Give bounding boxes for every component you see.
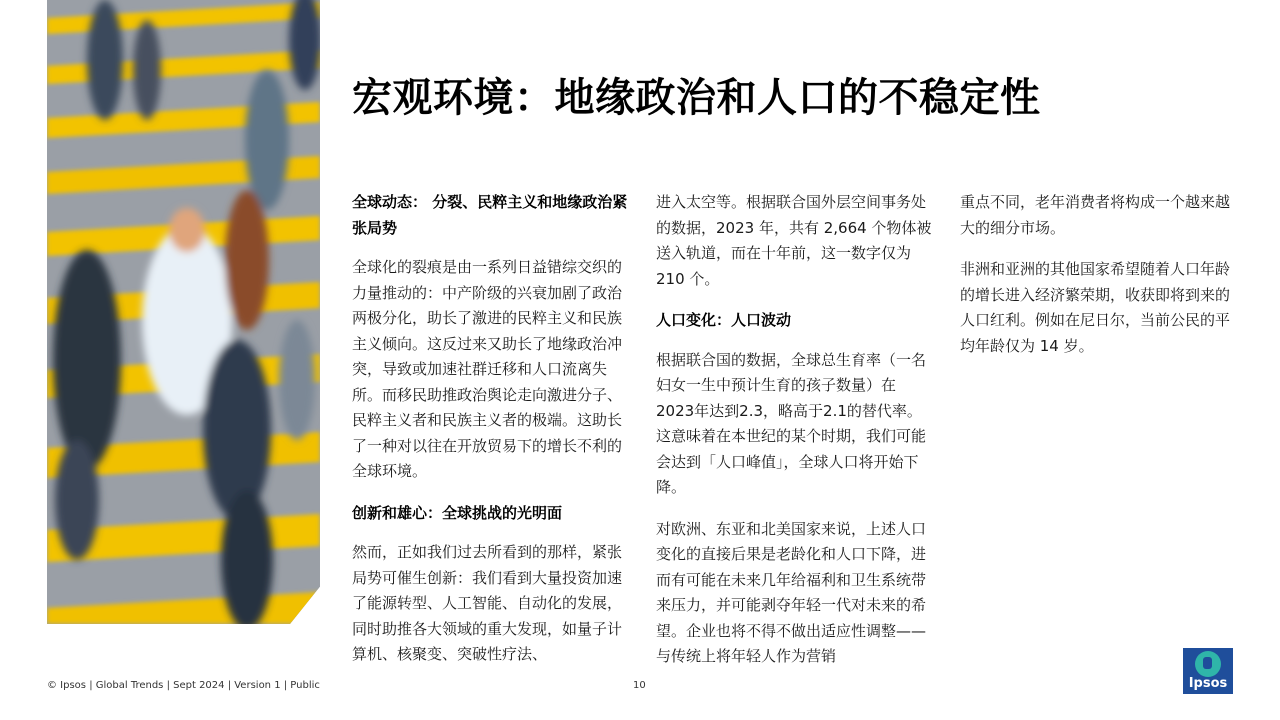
ipsos-logo — [1183, 648, 1233, 694]
page-number: 10 — [633, 680, 646, 691]
footer-copyright: © Ipsos | Global Trends | Sept 2024 | Version 1 | Public — [47, 680, 320, 691]
page-title: 宏观环境：地缘政治和人口的不稳定性 — [352, 75, 1041, 121]
hero-photo — [47, 0, 320, 624]
logo-text: Ipsos — [1188, 676, 1228, 691]
paragraph: 进入太空等。根据联合国外层空间事务处的数据，2023 年，共有 2,664 个物体被送入轨道，而在十年前，这一数字仅为 210 个。 — [656, 193, 932, 288]
section-heading-demographics: 人口变化：人口波动 — [656, 311, 792, 329]
section-heading-global-dynamics: 全球动态： 分裂、民粹主义和地缘政治紧张局势 — [352, 193, 628, 237]
section-heading-innovation: 创新和雄心：全球挑战的光明面 — [352, 503, 563, 522]
paragraph: 对欧洲、东亚和北美国家来说，上述人口变化的直接后果是老龄化和人口下降，进而有可能在未来几年给福利和卫生系统带来压力，并可能剥夺年轻一代对未来的希望。企业也将不得不做出适应性调整——与传统上将年轻人作为营销 — [656, 519, 927, 665]
paragraph: 重点不同，老年消费者将构成一个越来越大的细分市场。 — [960, 193, 1231, 237]
paragraph: 非洲和亚洲的其他国家希望随着人口年龄的增长进入经济繁荣期，收获即将到来的人口红利。例如在尼日尔，当前公民的平均年龄仅为 14 岁。 — [960, 260, 1231, 355]
paragraph: 根据联合国的数据，全球总生育率（一名妇女一生中预计生育的孩子数量）在2023年达到2.3，略高于2.1的替代率。这意味着在本世纪的某个时期，我们可能会达到「人口峰值」，全球人口将开始下降。 — [656, 350, 927, 496]
paragraph: 然而，正如我们过去所看到的那样，紧张局势可催生创新：我们看到大量投资加速了能源转型、人工智能、自动化的发展，同时助推各大领域的重大发现，如量子计算机、核聚变、突破性疗法、 — [352, 543, 623, 663]
paragraph: 全球化的裂痕是由一系列日益错综交织的力量推动的：中产阶级的兴衰加剧了政治两极分化，助长了激进的民粹主义和民族主义倾向。这反过来又助长了地缘政治冲突，导致或加速社群迁移和人口流离失所。而移民助推政治舆论走向激进分子、民粹主义者和民族主义者的极端。这助长了一种对以往在开放贸易下的增长不利的全球环境。 — [352, 258, 623, 480]
text-column-3 — [960, 190, 1238, 375]
logo-mark-icon — [1195, 651, 1221, 677]
text-column-1 — [352, 190, 630, 684]
text-column-2 — [656, 190, 934, 686]
